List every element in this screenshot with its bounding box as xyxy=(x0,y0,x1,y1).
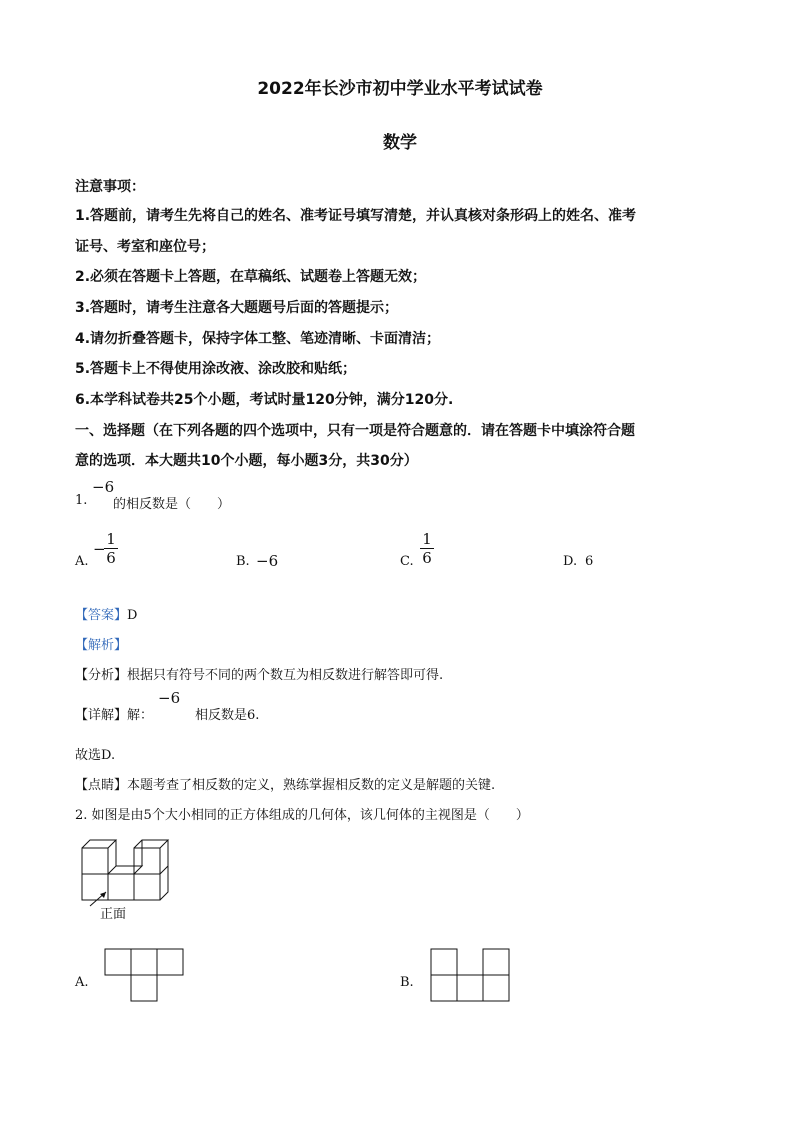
notice-item: 1.答题前，请考生先将自己的姓名、准考证号填写清楚，并认真核对条形码上的姓名、准考 xyxy=(75,208,637,224)
q2-line xyxy=(75,804,529,823)
section-heading-line2: 意的选项．本大题共10个小题，每小题3分，共30分） xyxy=(75,453,418,469)
notice-item: 4.请勿折叠答题卡，保持字体工整、笔迹清晰、卡面清洁； xyxy=(75,331,441,347)
square xyxy=(131,975,157,1001)
fenxi-text: 根据只有符号不同的两个数互为相反数进行解答即可得. xyxy=(127,668,444,683)
cube-edge xyxy=(108,866,142,874)
q1-option-c-numerator: 1 xyxy=(422,530,432,548)
notice-item: 3.答题时，请考生注意各大题题号后面的答题提示； xyxy=(75,300,399,316)
q2-option-a-figure xyxy=(104,948,186,1004)
q1-option-b-label: B. xyxy=(236,554,250,569)
q1-option-a-label: A. xyxy=(75,554,89,569)
answer-line xyxy=(75,604,137,623)
q1-option-d-value: 6 xyxy=(585,554,594,569)
cube-face xyxy=(108,874,134,900)
xiangjie-line xyxy=(75,704,153,723)
xiangjie-prefix: 解： xyxy=(127,708,154,723)
answer-tag: 【答案】 xyxy=(75,608,128,623)
cube-edge xyxy=(134,840,168,848)
square xyxy=(457,975,483,1001)
square xyxy=(105,949,131,975)
q1-expression: −6 xyxy=(92,478,115,496)
notice-heading: 注意事项： xyxy=(75,179,145,195)
choose-line: 故选D. xyxy=(75,748,116,763)
q1-number: 1. xyxy=(75,493,88,508)
notice-item: 证号、考室和座位号； xyxy=(75,239,215,255)
fenxi-line xyxy=(75,664,443,683)
dianjing-text: 本题考查了相反数的定义，熟练掌握相反数的定义是解题的关键. xyxy=(127,778,496,793)
front-label: 正面 xyxy=(100,907,127,922)
q2-number: 2. xyxy=(75,808,88,823)
analysis-tag: 【解析】 xyxy=(75,638,128,653)
square xyxy=(483,975,509,1001)
square xyxy=(431,975,457,1001)
square xyxy=(131,949,157,975)
q2-option-b-figure xyxy=(430,948,512,1004)
cube-edge xyxy=(160,866,168,874)
notice-item: 6.本学科试卷共25个小题，考试时量120分钟，满分120分. xyxy=(75,392,454,408)
dianjing-tag: 【点睛】 xyxy=(75,778,128,793)
q2-text: 如图是由5个大小相同的正方体组成的几何体，该几何体的主视图是（ ） xyxy=(91,808,529,823)
cube-edge xyxy=(82,840,116,848)
q1-option-c-label: C. xyxy=(400,554,414,569)
q1-text: 的相反数是（ ） xyxy=(113,497,231,512)
q2-option-b-label: B. xyxy=(400,975,414,990)
xiangjie-expression: −6 xyxy=(158,689,181,707)
notice-item: 2.必须在答题卡上答题，在草稿纸、试题卷上答题无效； xyxy=(75,269,427,285)
square xyxy=(431,949,457,975)
fenxi-tag: 【分析】 xyxy=(75,668,128,683)
q2-option-a-label: A. xyxy=(75,975,89,990)
q1-option-c-denominator: 6 xyxy=(422,549,432,567)
q1-option-b-value: −6 xyxy=(256,552,279,570)
q1-option-c-fraction xyxy=(420,531,434,566)
xiangjie-suffix: 相反数是6. xyxy=(195,708,260,723)
page-title: 2022年长沙市初中学业水平考试试卷 xyxy=(257,79,543,99)
square xyxy=(483,949,509,975)
q1-option-d-label: D. xyxy=(563,554,578,569)
answer-value: D xyxy=(127,608,138,623)
q1-option-a-fraction xyxy=(104,531,118,566)
cube-face xyxy=(82,848,108,874)
subject-title: 数学 xyxy=(383,133,417,153)
solid-figure xyxy=(78,832,178,912)
square xyxy=(157,949,183,975)
q1-option-a-sign: − xyxy=(93,540,106,558)
section-heading-line1: 一、选择题（在下列各题的四个选项中，只有一项是符合题意的．请在答题卡中填涂符合题 xyxy=(75,423,635,439)
dianjing-line xyxy=(75,774,495,793)
q1-option-a-denominator: 6 xyxy=(106,549,116,567)
cube-face xyxy=(134,874,160,900)
notice-item: 5.答题卡上不得使用涂改液、涂改胶和贴纸； xyxy=(75,361,357,377)
q1-option-a-numerator: 1 xyxy=(106,530,116,548)
xiangjie-tag: 【详解】 xyxy=(75,708,128,723)
